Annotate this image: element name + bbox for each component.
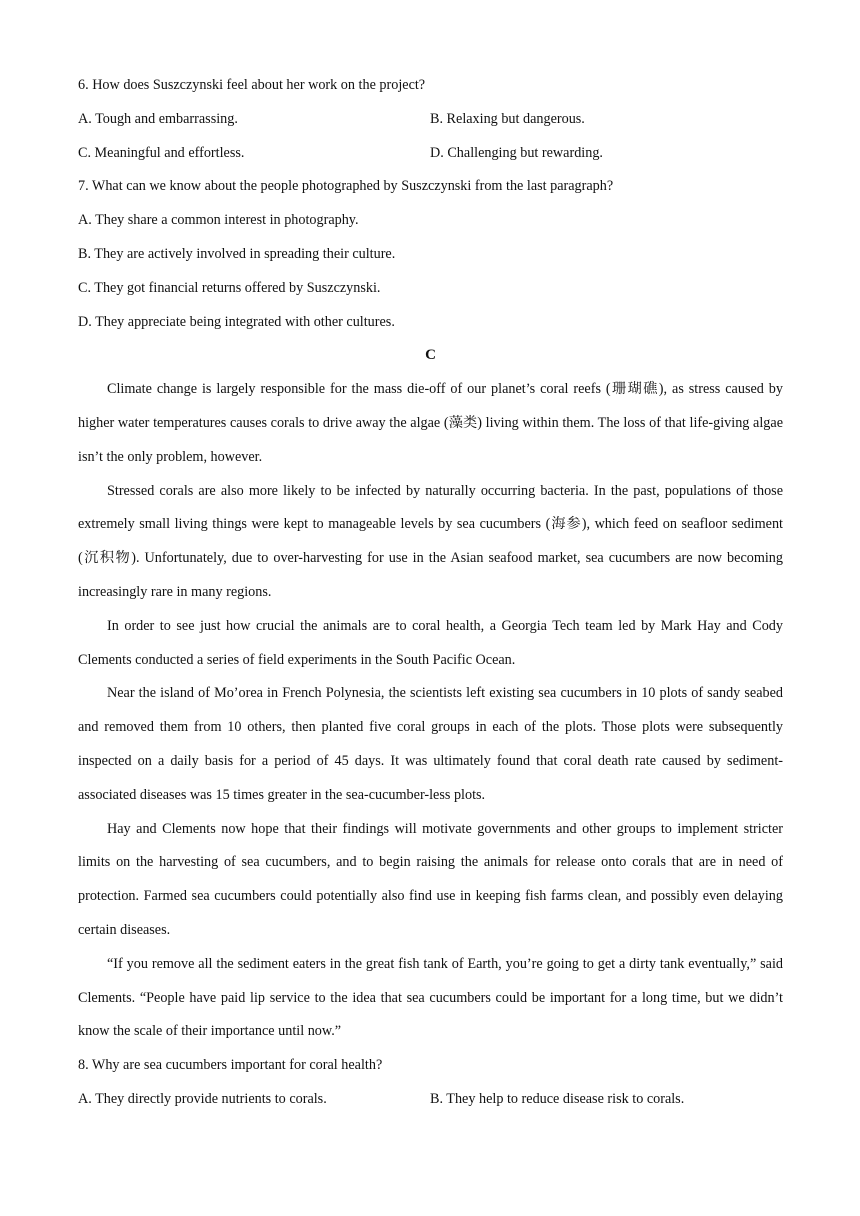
passage-paragraph: Climate change is largely responsible for the mass die-off of our planet’s coral reefs (珊瑚礁), as stress caused by higher water temperatures causes corals to drive away the algae (藻类) living within them. The loss of that life-giving algae isn’t the only problem, however. — [78, 381, 783, 465]
question-7-stem: 7. What can we know about the people photographed by Suszczynski from the last paragraph? — [78, 178, 614, 195]
question-6-option-d: D. Challenging but rewarding. — [430, 144, 603, 161]
question-7-option-b: B. They are actively involved in spreading their culture. — [78, 245, 396, 262]
question-7-option-c: C. They got financial returns offered by Suszczynski. — [78, 279, 381, 296]
passage-paragraph: Hay and Clements now hope that their findings will motivate governments and other groups to implement stricter limits on the harvesting of sea cucumbers, and to begin raising the animals for release onto corals that are in need of protection. Farmed sea cucumbers could potentially also find use in keeping fish farms clean, and possibly even delaying certain diseases. — [78, 820, 783, 938]
question-6-option-a: A. Tough and embarrassing. — [78, 110, 238, 127]
question-8-stem: 8. Why are sea cucumbers important for coral health? — [78, 1057, 383, 1074]
question-6-options-row-1 — [78, 103, 783, 137]
question-6-stem: 6. How does Suszczynski feel about her work on the project? — [78, 77, 426, 93]
question-8-options-row-1 — [78, 1083, 783, 1117]
question-8-option-b: B. They help to reduce disease risk to corals. — [430, 1090, 685, 1107]
question-7-option-a: A. They share a common interest in photography. — [78, 212, 359, 229]
question-6-option-c: C. Meaningful and effortless. — [78, 144, 245, 161]
passage-paragraph: Stressed corals are also more likely to be infected by naturally occurring bacteria. In the past, populations of those extremely small living things were kept to manageable levels by sea cucumbers (海参), which feed on seafloor sediment (沉积物). Unfortunately, due to over-harvesting for use in the Asian seafood market, sea cucumbers are now becoming increasingly rare in many regions. — [78, 482, 783, 600]
passage-paragraph: “If you remove all the sediment eaters in the great fish tank of Earth, you’re going to get a dirty tank eventually,” said Clements. “People have paid lip service to the idea that sea cucumbers could be important for a long time, but we didn’t know the scale of their importance until now.” — [78, 955, 783, 1040]
question-6-options-row-2 — [78, 137, 783, 171]
question-6-option-b: B. Relaxing but dangerous. — [430, 110, 585, 127]
passage-title: C — [425, 347, 436, 364]
exam-page — [78, 69, 783, 1117]
question-8-option-a: A. They directly provide nutrients to corals. — [78, 1090, 327, 1107]
question-7-option-d: D. They appreciate being integrated with other cultures. — [78, 313, 395, 330]
passage-paragraph: Near the island of Mo’orea in French Polynesia, the scientists left existing sea cucumbers in 10 plots of sandy seabed and removed them from 10 others, then planted five coral groups in each of the plots. Those plots were subsequently inspected on a daily basis for a period of 45 days. It was ultimately found that coral death rate caused by sediment-associated diseases was 15 times greater in the sea-cucumber-less plots. — [78, 685, 783, 803]
passage-paragraph: In order to see just how crucial the animals are to coral health, a Georgia Tech team led by Mark Hay and Cody Clements conducted a series of field experiments in the South Pacific Ocean. — [78, 617, 783, 668]
